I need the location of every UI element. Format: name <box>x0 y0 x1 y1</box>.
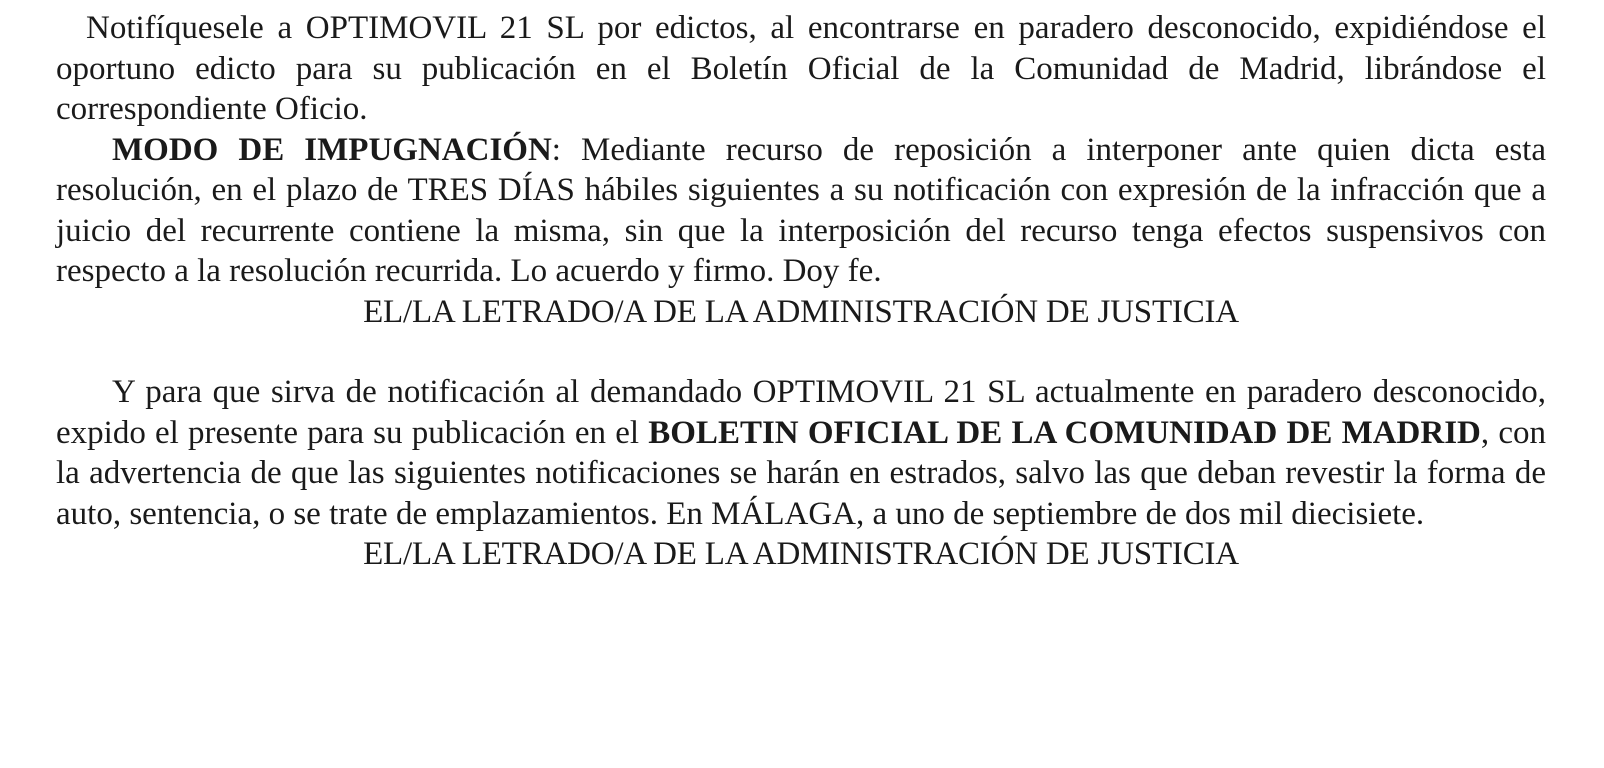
publication-paragraph <box>56 372 1546 534</box>
notification-text: Notifíquesele a OPTIMOVIL 21 SL por edictos, al encontrarse en paradero desconocido, expidiéndose el oportuno edicto para su publicación en el Boletín Oficial de la Comunidad de Madrid, librándose el correspondiente Oficio. <box>56 10 1546 127</box>
signature-line-2: EL/LA LETRADO/A DE LA ADMINISTRACIÓN DE JUSTICIA <box>363 536 1239 572</box>
publication-text-end: , con la advertencia de que las siguientes notificaciones se harán en estrados, salvo las que deban revestir la forma de auto, sentencia, o se trate de emplazamientos. En MÁLAGA, a uno de septiembre de dos mil diecisiete. <box>56 414 1547 532</box>
impugnation-text: : Mediante recurso de reposición a interponer ante quien dicta esta resolución, en el plazo de TRES DÍAS hábiles siguientes a su notificación con expresión de la infracción que a juicio del recurrente contiene la misma, sin que la interposición del recurso tenga efectos suspensivos con respecto a la resolución recurrida. Lo acuerdo y firmo. Doy fe. <box>56 131 1546 289</box>
publication-text-start: Y para que sirva de notificación al demandado OPTIMOVIL 21 SL actualmente en paradero desconocido, expido el presente para su publicación en el <box>56 374 1546 451</box>
publication-bulletin-name: BOLETIN OFICIAL DE LA COMUNIDAD DE MADRID <box>648 414 1481 451</box>
impugnation-heading: MODO DE IMPUGNACIÓN <box>112 131 552 168</box>
spacer <box>56 332 1546 372</box>
notification-paragraph <box>56 8 1546 130</box>
impugnation-paragraph <box>56 130 1546 292</box>
signature-line-1: EL/LA LETRADO/A DE LA ADMINISTRACIÓN DE JUSTICIA <box>363 293 1239 330</box>
